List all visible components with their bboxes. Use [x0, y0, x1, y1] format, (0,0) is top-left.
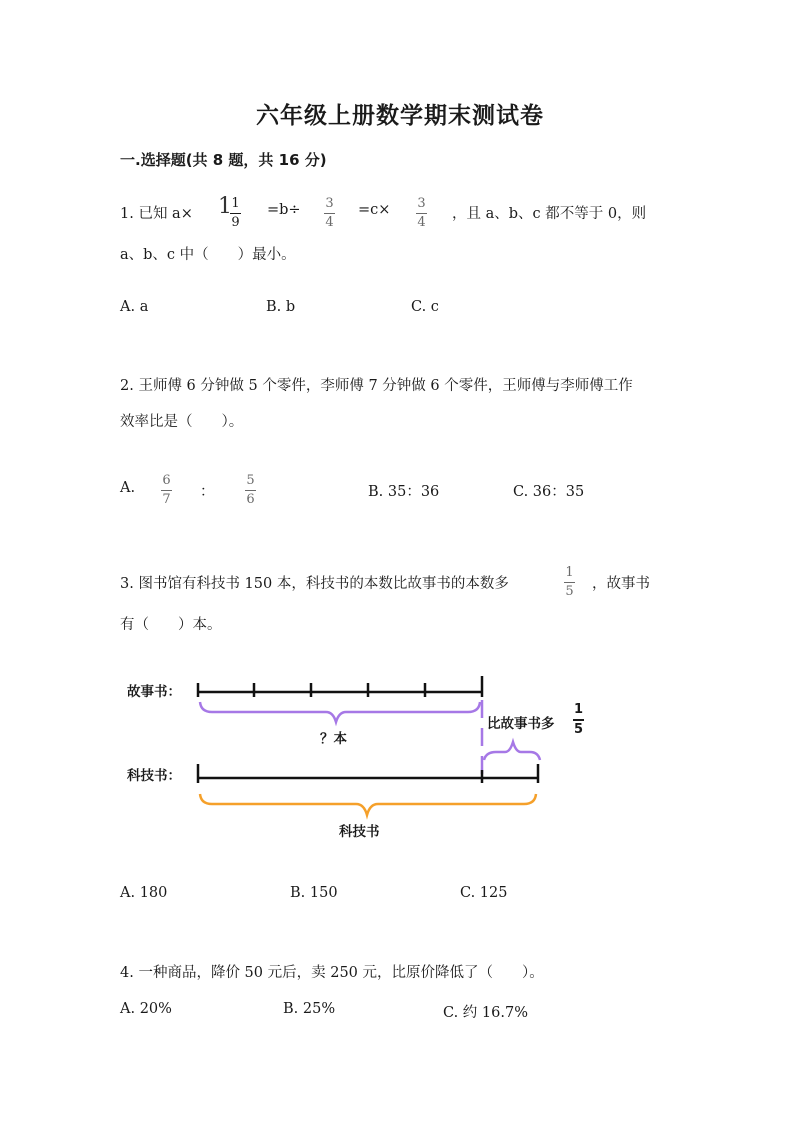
- q2-option-a-prefix[interactable]: A.: [120, 480, 136, 496]
- science-book-label: 科技书：: [127, 768, 181, 784]
- q1-text-part1: 1. 已知 a×: [120, 206, 193, 222]
- q2-option-c[interactable]: C. 36：35: [513, 484, 585, 500]
- science-brace: [200, 794, 536, 815]
- q3-text-part1: 3. 图书馆有科技书 150 本，科技书的本数比故事书的本数多: [120, 576, 509, 592]
- q3-text-line2: 有（ ）本。: [120, 617, 222, 633]
- story-book-label: 故事书：: [127, 684, 181, 700]
- q1-mixed-denominator: 9: [231, 215, 240, 230]
- q3-numerator: 1: [565, 565, 574, 580]
- q1-option-a[interactable]: A. a: [120, 299, 149, 315]
- unknown-count-label: ？本: [320, 731, 347, 747]
- q3-text-part2: ，故事书: [592, 576, 650, 592]
- section-heading: 一.选择题(共 8 题，共 16 分): [120, 151, 327, 169]
- q1-text-part3: =c×: [358, 202, 391, 218]
- q4-text-line1: 4. 一种商品，降价 50 元后，卖 250 元，比原价降低了（ ）。: [120, 965, 544, 981]
- more-denominator: 5: [573, 722, 584, 737]
- more-than-label: 比故事书多: [487, 716, 555, 732]
- q3-denominator: 5: [565, 584, 574, 599]
- q3-option-c[interactable]: C. 125: [460, 885, 508, 901]
- extra-part-brace: [484, 742, 540, 760]
- science-total-label: 科技书: [339, 824, 380, 840]
- more-than-fraction: [573, 703, 584, 736]
- fraction-bar: [573, 719, 584, 721]
- q4-option-a[interactable]: A. 20%: [120, 1001, 172, 1017]
- q1-f2-numerator: 3: [325, 196, 334, 211]
- q2-a-d1: 7: [162, 492, 171, 507]
- more-numerator: 1: [573, 702, 584, 717]
- q1-mixed-numerator: 1: [231, 196, 240, 211]
- q2-a-n2: 5: [246, 473, 255, 488]
- q1-text-part4: ，且 a、b、c 都不等于 0，则: [452, 206, 647, 222]
- q1-option-b[interactable]: B. b: [266, 299, 296, 315]
- q2-option-a-colon: ：: [200, 484, 215, 500]
- q3-option-a[interactable]: A. 180: [120, 885, 168, 901]
- story-brace: [200, 702, 480, 722]
- q2-a-n1: 6: [162, 473, 171, 488]
- q3-option-b[interactable]: B. 150: [290, 885, 338, 901]
- page-title: 六年级上册数学期末测试卷: [256, 103, 544, 129]
- q1-f3-denominator: 4: [417, 215, 426, 230]
- q1-option-c[interactable]: C. c: [411, 299, 439, 315]
- q2-text-line1: 2. 王师傅 6 分钟做 5 个零件，李师傅 7 分钟做 6 个零件，王师傅与李师傅工作: [120, 378, 633, 394]
- q2-a-d2: 6: [246, 492, 255, 507]
- q1-mixed-whole: 1: [218, 194, 232, 219]
- q1-f3-numerator: 3: [417, 196, 426, 211]
- q1-f2-denominator: 4: [325, 215, 334, 230]
- q4-option-b[interactable]: B. 25%: [283, 1001, 336, 1017]
- q2-option-b[interactable]: B. 35：36: [368, 484, 440, 500]
- q2-text-line2: 效率比是（ ）。: [120, 414, 244, 430]
- q1-text-part2: =b÷: [267, 202, 301, 218]
- q4-option-c[interactable]: C. 约 16.7%: [443, 1005, 528, 1021]
- q1-text-line2: a、b、c 中（ ）最小。: [120, 247, 296, 263]
